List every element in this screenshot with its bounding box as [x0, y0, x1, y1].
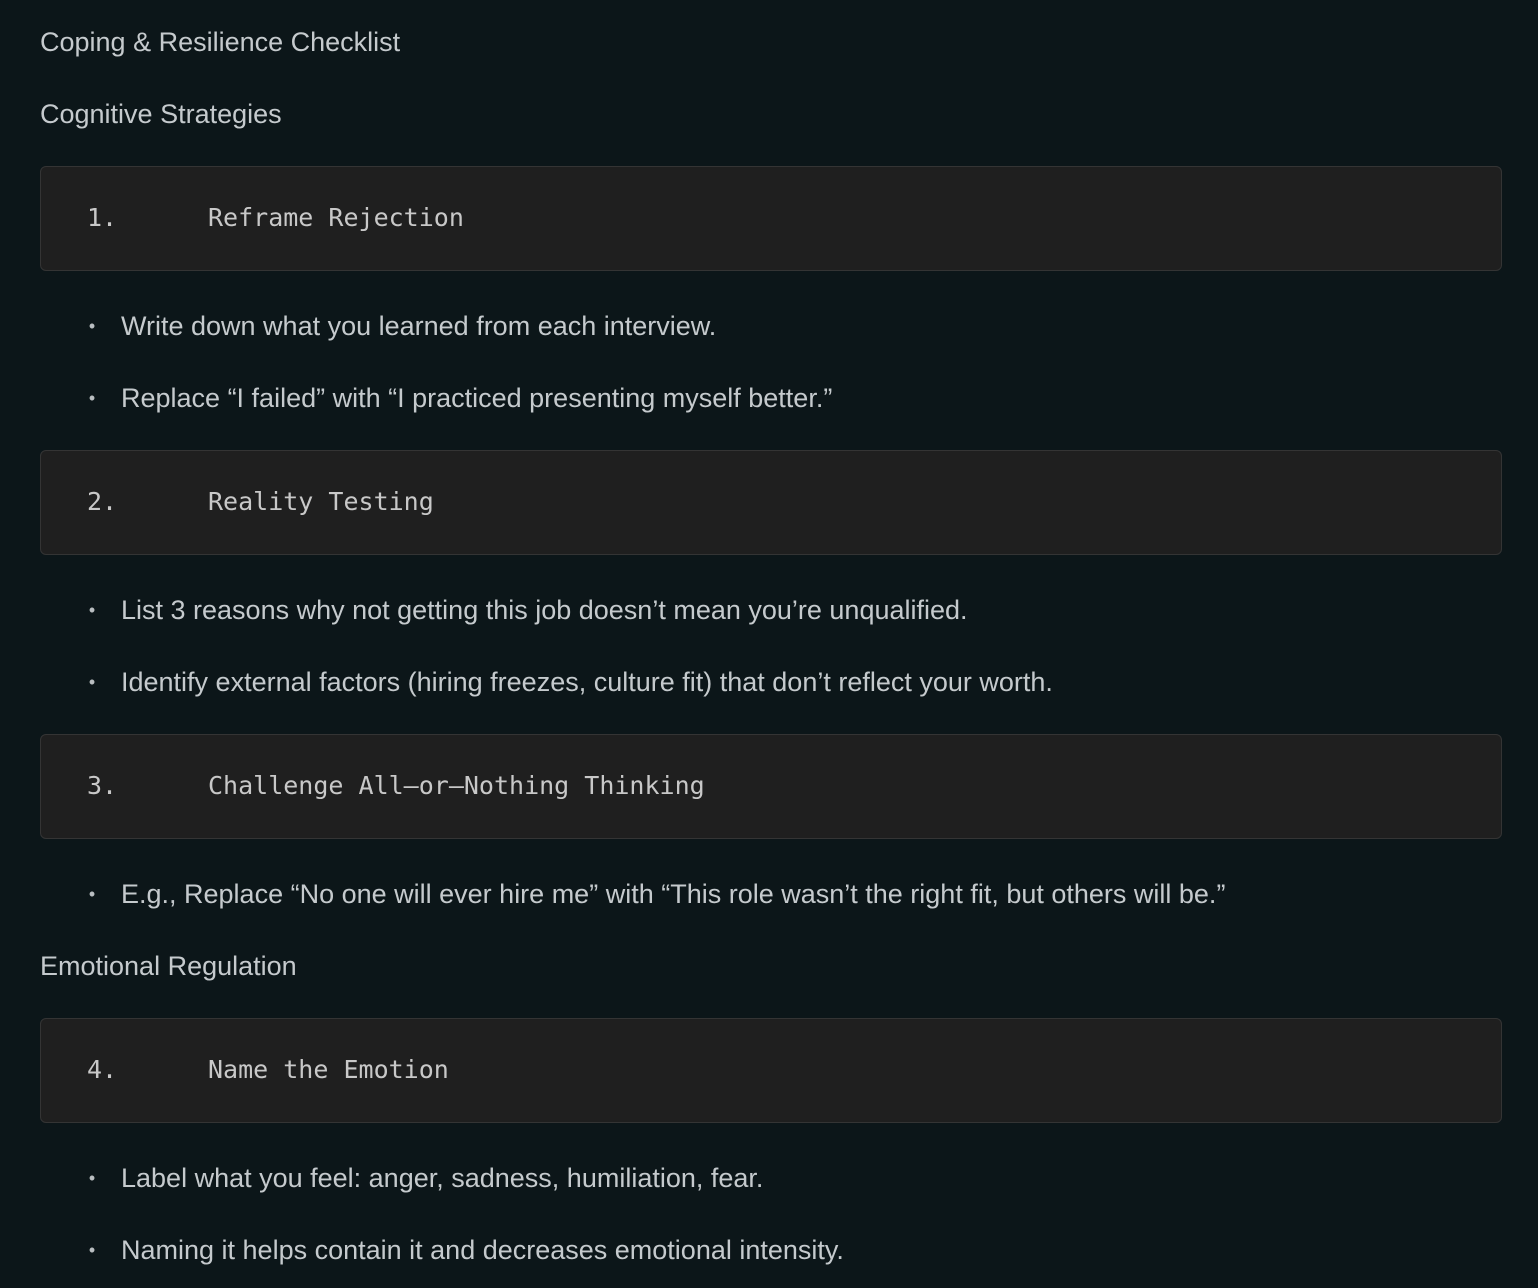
list-item-text: E.g., Replace “No one will ever hire me” with “This role wasn’t the right fit, but others will be.” — [121, 879, 1226, 909]
code-block-text — [87, 1019, 449, 1121]
code-block-item-4 — [40, 1018, 1502, 1123]
item-title: Challenge All–or–Nothing Thinking — [208, 771, 705, 800]
list-item-text: Identify external factors (hiring freezes, culture fit) that don’t reflect your worth. — [121, 667, 1053, 697]
code-block-text — [87, 451, 434, 553]
list-item-text: Replace “I failed” with “I practiced presenting myself better.” — [121, 383, 833, 413]
code-block-item-3 — [40, 734, 1502, 839]
bullet-icon: • — [88, 1240, 96, 1260]
bullet-icon: • — [88, 388, 96, 408]
bullet-icon: • — [88, 884, 96, 904]
list-item-text: List 3 reasons why not getting this job doesn’t mean you’re unqualified. — [121, 595, 968, 625]
item-number: 3. — [87, 771, 118, 800]
bullet-icon: • — [88, 316, 96, 336]
code-block-item-2 — [40, 450, 1502, 555]
bullet-icon: • — [88, 1168, 96, 1188]
list-item-text: Write down what you learned from each interview. — [121, 311, 717, 341]
item-number: 2. — [87, 487, 118, 516]
item-number: 1. — [87, 203, 118, 232]
section-heading-emotional-regulation: Emotional Regulation — [40, 951, 297, 981]
code-block-text — [87, 735, 705, 837]
code-block-text — [87, 167, 464, 269]
code-block-item-1 — [40, 166, 1502, 271]
page-title: Coping & Resilience Checklist — [40, 27, 401, 57]
item-title: Reality Testing — [208, 487, 434, 516]
item-title: Reframe Rejection — [208, 203, 464, 232]
list-item-text: Label what you feel: anger, sadness, humiliation, fear. — [121, 1163, 764, 1193]
list-item-text: Naming it helps contain it and decreases emotional intensity. — [121, 1235, 844, 1265]
bullet-icon: • — [88, 672, 96, 692]
section-heading-cognitive-strategies: Cognitive Strategies — [40, 99, 282, 129]
item-number: 4. — [87, 1055, 118, 1084]
item-title: Name the Emotion — [208, 1055, 449, 1084]
bullet-icon: • — [88, 600, 96, 620]
